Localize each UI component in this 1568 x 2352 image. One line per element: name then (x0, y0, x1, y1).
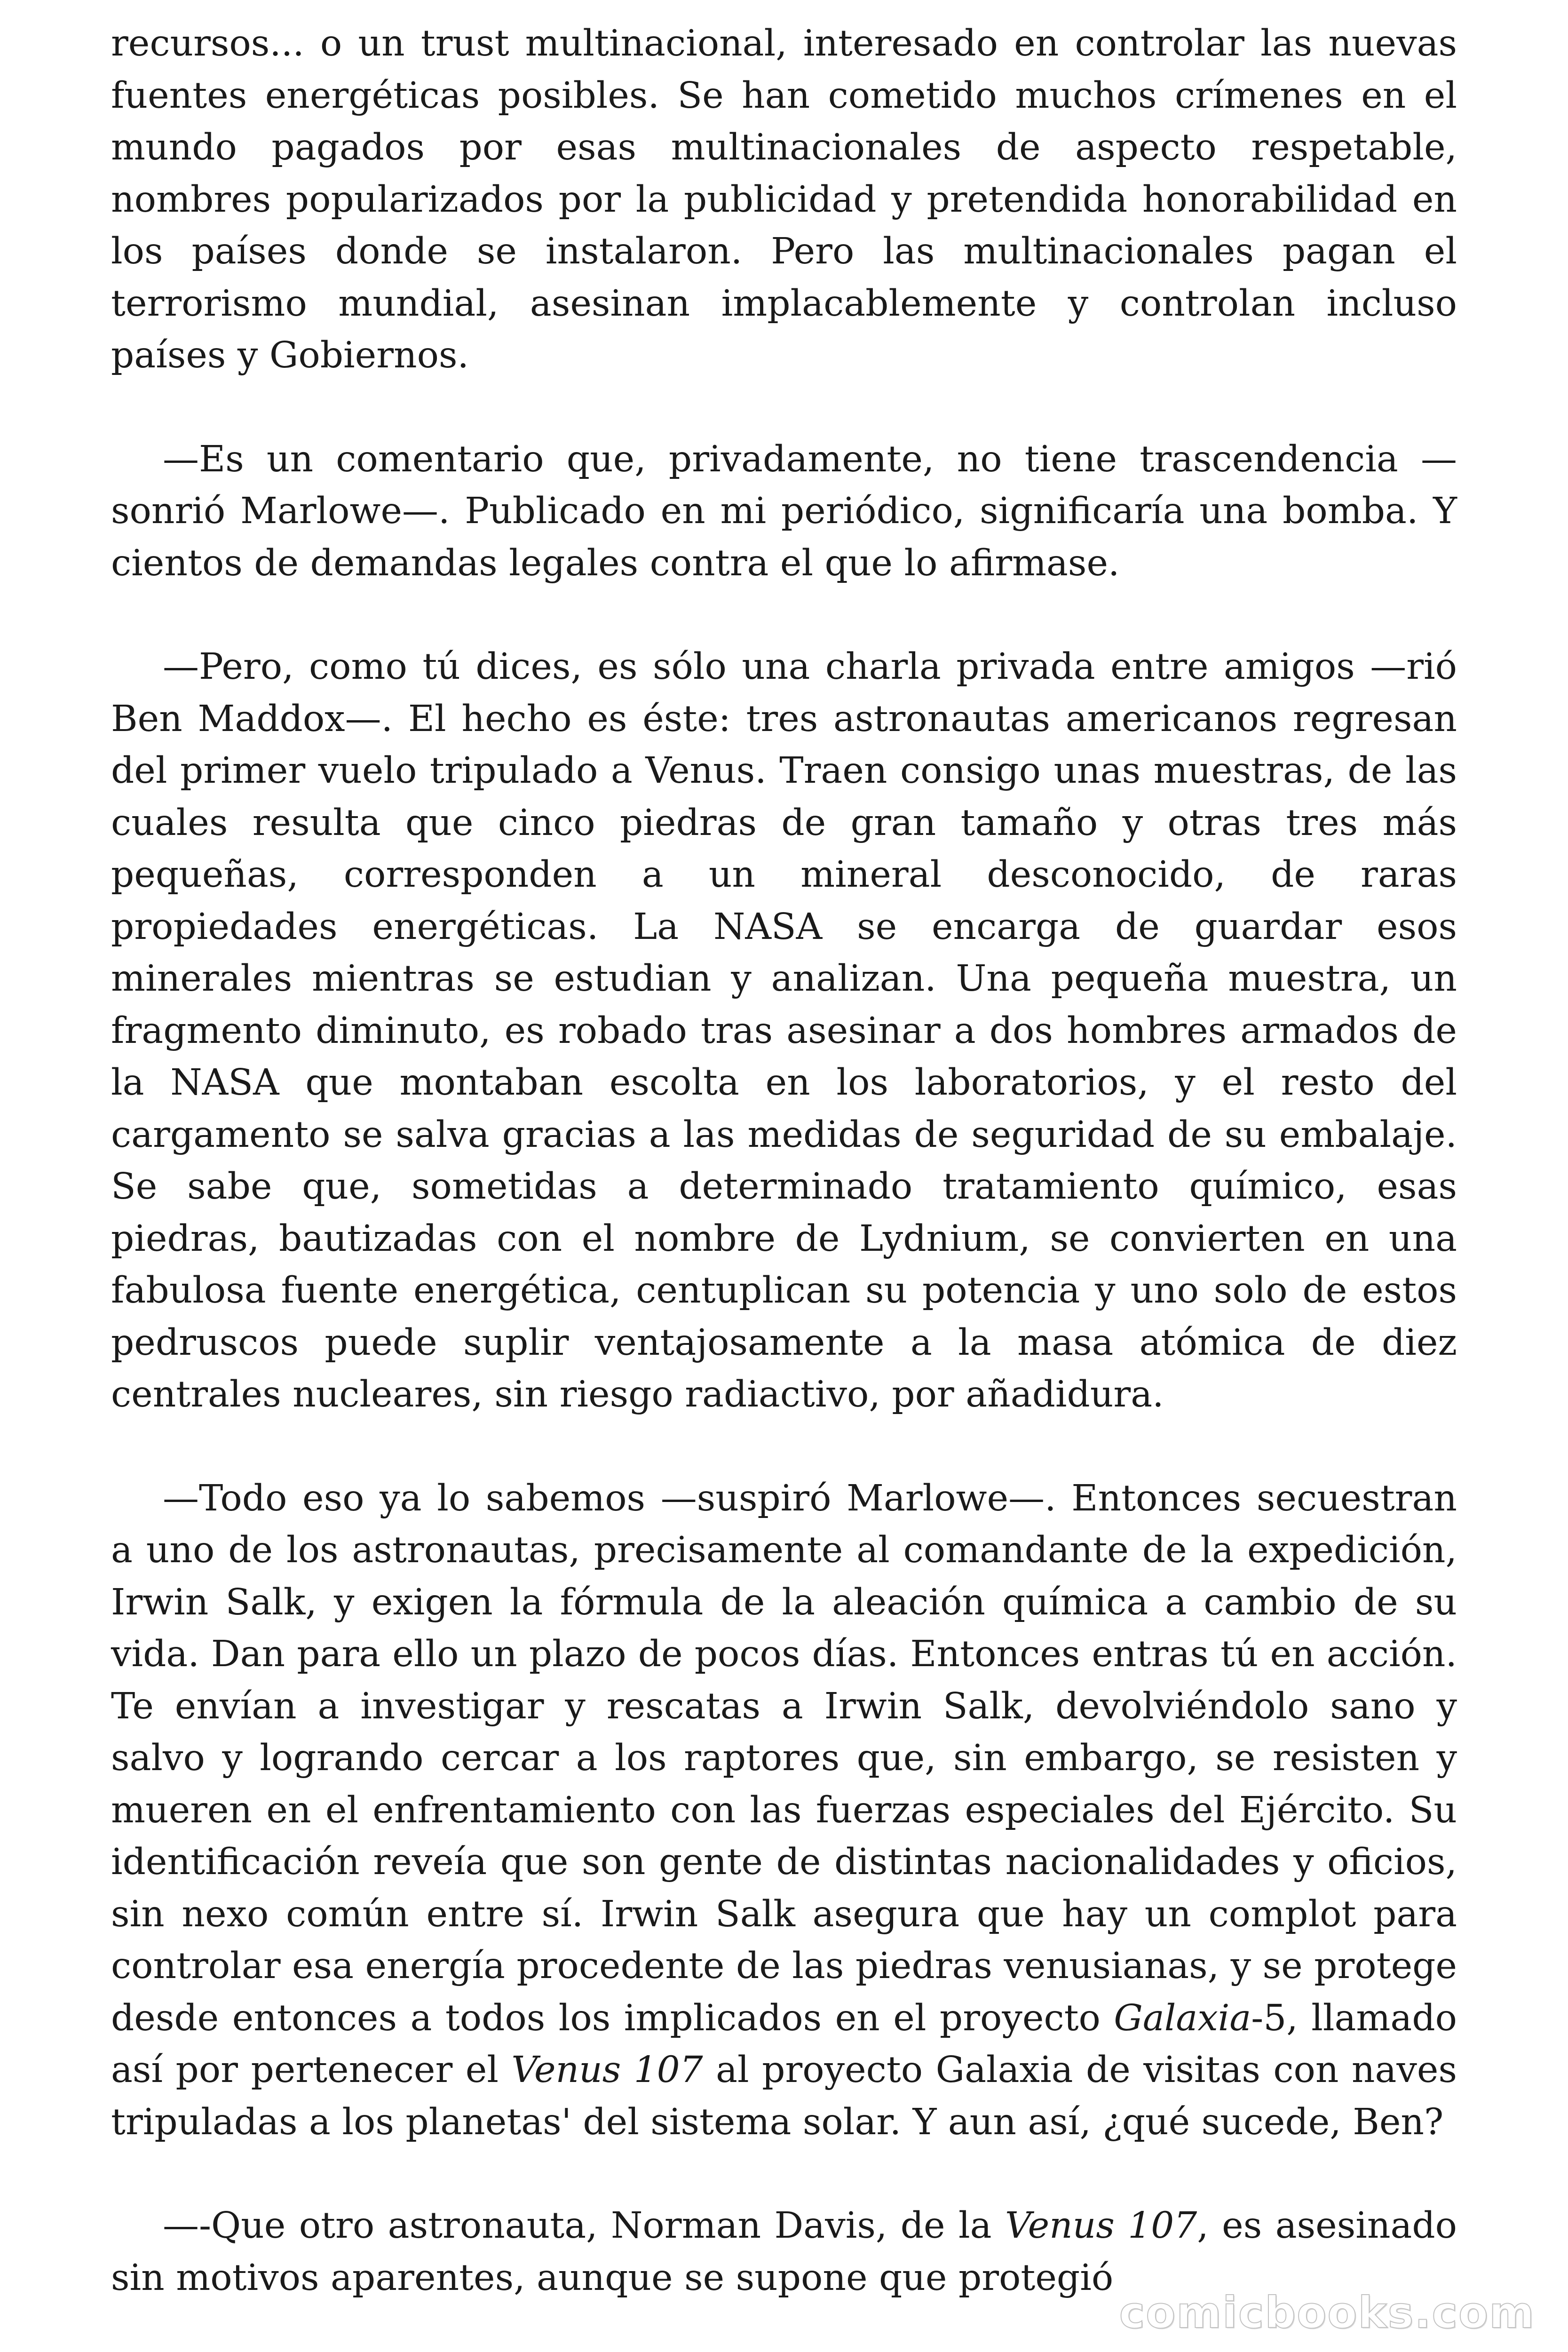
paragraph-text: —Todo eso ya lo sabemos —suspiró Marlowe—. Entonces secuestran a uno de los astronautas, precisamente al comandante de la expedición, Irwin Salk, y exigen la fórmula de la aleación química a cambio de su vida. Dan para ello un plazo de pocos días. Entonces entras tú en acción. Te envían a investigar y rescatas a Irwin Salk, devolviéndolo sano y salvo y logrando cercar a los raptores que, sin embargo, se resisten y mueren en el enfrentamiento con las fuerzas especiales del Ejército. Su identificación reveía que son gente de distintas nacionalidades y oficios, sin nexo común entre sí. Irwin Salk asegura que hay un complot para controlar esa energía procedente de las piedras venusianas, y se protege desde entonces a todos los implicados en el proyecto (111, 1477, 1457, 2039)
paragraph-text: -5, llamado así por pertenecer el (111, 1997, 1457, 2091)
paragraph-text: al proyecto Galaxia de visitas con naves tripuladas a los planetas' del sistema solar. Y aun así, ¿qué sucede, Ben? (111, 2049, 1457, 2143)
paragraph-text: —Es un comentario que, privadamente, no tiene trascendencia —sonrió Marlowe—. Publicado en mi periódico, significaría una bomba. Y cientos de demandas legales contra el que lo afirmase. (111, 438, 1457, 584)
italic-title: Venus 107 (511, 2049, 703, 2091)
paragraph (111, 434, 1457, 590)
book-page-body (111, 18, 1457, 2304)
paragraph-text: , es asesinado sin motivos aparentes, aunque se supone que protegió (111, 2205, 1457, 2299)
paragraph (111, 18, 1457, 382)
paragraph (111, 641, 1457, 1421)
paragraph-text: —-Que otro astronauta, Norman Davis, de la (163, 2205, 1006, 2247)
paragraph (111, 1473, 1457, 2149)
paragraph-text: recursos... o un trust multinacional, interesado en controlar las nuevas fuentes energéticas posibles. Se han cometido muchos crímenes en el mundo pagados por esas multinacionales de aspecto respetable, nombres popularizados por la publicidad y pretendida honorabilidad en los países donde se instalaron. Pero las multinacionales pagan el terrorismo mundial, asesinan implacablemente y controlan incluso países y Gobiernos. (111, 23, 1457, 376)
watermark: comicbooks.com (1119, 2288, 1535, 2338)
paragraph-text: —Pero, como tú dices, es sólo una charla privada entre amigos —rió Ben Maddox—. El hecho es éste: tres astronautas americanos regresan del primer vuelo tripulado a Venus. Traen consigo unas muestras, de las cuales resulta que cinco piedras de gran tamaño y otras tres más pequeñas, corresponden a un mineral desconocido, de raras propiedades energéticas. La NASA se encarga de guardar esos minerales mientras se estudian y analizan. Una pequeña muestra, un fragmento diminuto, es robado tras asesinar a dos hombres armados de la NASA que montaban escolta en los laboratorios, y el resto del cargamento se salva gracias a las medidas de seguridad de su embalaje. Se sabe que, sometidas a determinado tratamiento químico, esas piedras, bautizadas con el nombre de Lydnium, se convierten en una fabulosa fuente energética, centuplican su potencia y uno solo de estos pedruscos puede suplir ventajosamente a la masa atómica de diez centrales nucleares, sin riesgo radiactivo, por añadidura. (111, 646, 1457, 1415)
italic-title: Venus 107 (1005, 2205, 1197, 2247)
italic-title: Galaxia (1114, 1997, 1251, 2039)
